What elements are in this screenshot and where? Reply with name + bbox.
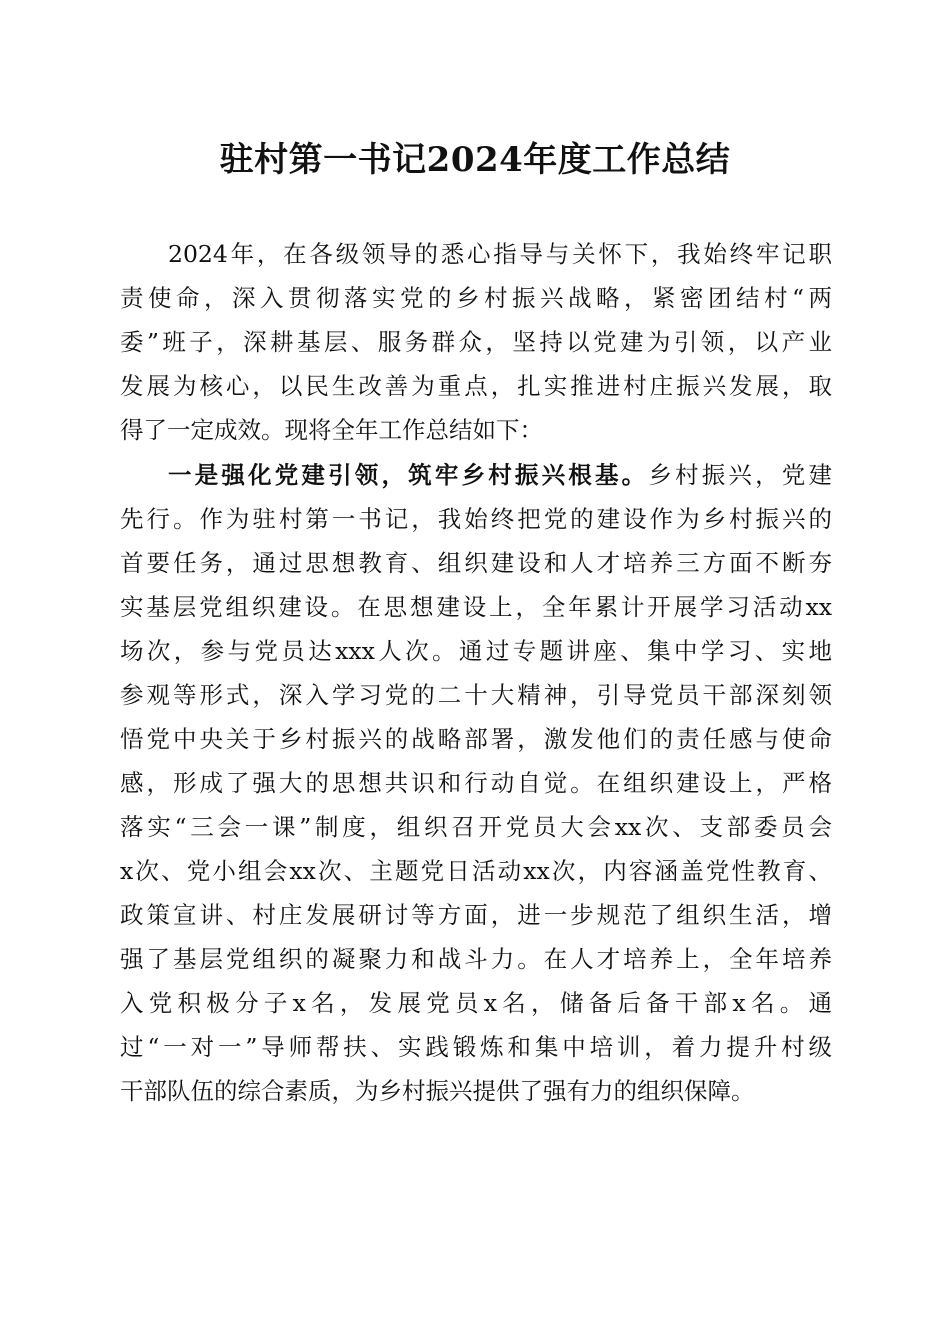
paragraph-2-line-9: 落实“三会一课”制度，组织召开党员大会xx次、支部委员会 xyxy=(120,813,832,841)
paragraph-2-line-3: 首要任务，通过思想教育、组织建设和人才培养三方面不断夯 xyxy=(120,549,832,577)
paragraph-2-first-line-rest: 乡村振兴，党建 xyxy=(648,461,832,489)
paragraph-2-line-2: 先行。作为驻村第一书记，我始终把党的建设作为乡村振兴的 xyxy=(120,505,832,533)
paragraph-2-line-4: 实基层党组织建设。在思想建设上，全年累计开展学习活动xx xyxy=(120,593,832,621)
paragraph-2-line-7: 悟党中央关于乡村振兴的战略部署，激发他们的责任感与使命 xyxy=(120,725,832,753)
paragraph-2-line-5: 场次，参与党员达xxx人次。通过专题讲座、集中学习、实地 xyxy=(120,637,832,665)
paragraph-1-line-2: 责使命，深入贯彻落实党的乡村振兴战略，紧密团结村“两 xyxy=(120,284,832,312)
paragraph-1-line-3: 委”班子，深耕基层、服务群众，坚持以党建为引领，以产业 xyxy=(120,328,832,356)
paragraph-2-line-14: 过“一对一”导师帮扶、实践锻炼和集中培训，着力提升村级 xyxy=(120,1033,832,1061)
document-title: 驻村第一书记2024年度工作总结 xyxy=(219,140,731,180)
paragraph-2-line-6: 参观等形式，深入学习党的二十大精神，引导党员干部深刻领 xyxy=(120,681,832,709)
paragraph-1-line-4: 发展为核心，以民生改善为重点，扎实推进村庄振兴发展，取 xyxy=(120,372,832,400)
paragraph-2-line-11: 政策宣讲、村庄发展研讨等方面，进一步规范了组织生活，增 xyxy=(120,901,832,929)
paragraph-2-line-10: x次、党小组会xx次、主题党日活动xx次，内容涵盖党性教育、 xyxy=(120,857,832,885)
paragraph-1-line-1: 2024年，在各级领导的悉心指导与关怀下，我始终牢记职 xyxy=(168,240,832,268)
paragraph-2-line-12: 强了基层党组织的凝聚力和战斗力。在人才培养上，全年培养 xyxy=(120,945,832,973)
paragraph-2-heading: 一是强化党建引领，筑牢乡村振兴根基。 xyxy=(168,461,649,489)
paragraph-1-line-5: 得了一定成效。现将全年工作总结如下： xyxy=(120,416,543,444)
paragraph-2-line-15: 干部队伍的综合素质，为乡村振兴提供了强有力的组织保障。 xyxy=(120,1077,755,1105)
paragraph-2-line-8: 感，形成了强大的思想共识和行动自觉。在组织建设上，严格 xyxy=(120,769,832,797)
paragraph-2-line-13: 入党积极分子x名，发展党员x名，储备后备干部x名。通 xyxy=(120,989,832,1017)
paragraph-2-line-1 xyxy=(168,453,832,497)
